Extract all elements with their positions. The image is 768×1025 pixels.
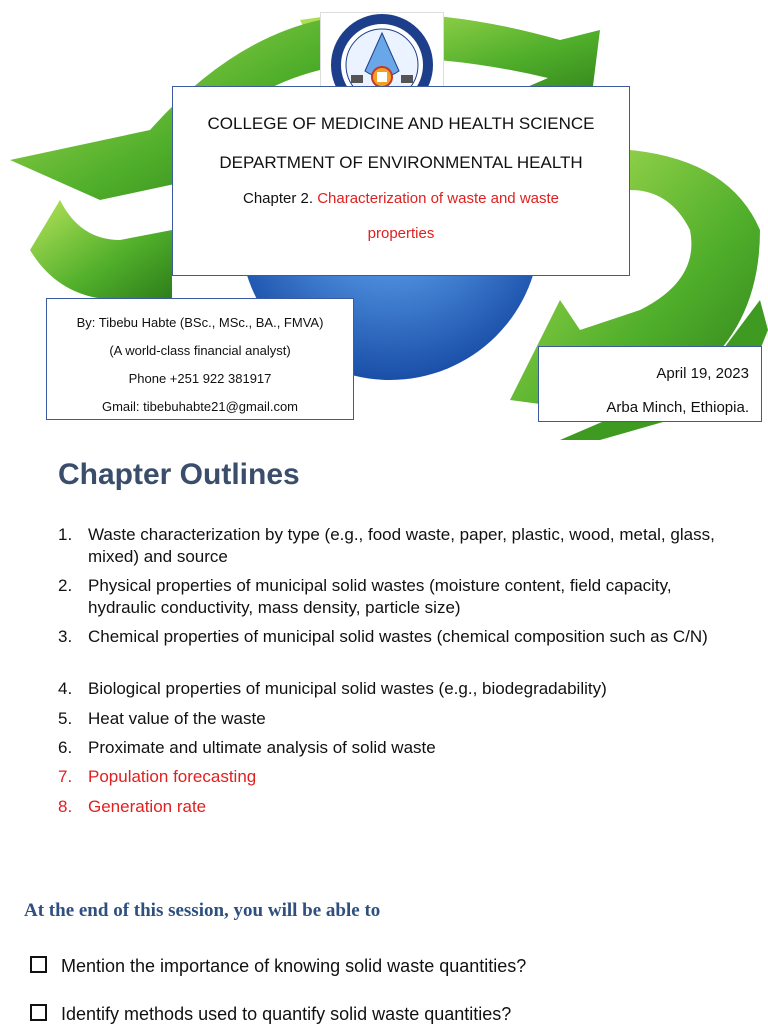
chapter-title-line1: Characterization of waste and waste xyxy=(317,190,559,207)
chapter-prefix: Chapter 2. xyxy=(242,190,314,207)
objective-text: Identify methods used to quantify solid waste quantities? xyxy=(61,1004,512,1024)
checkbox-icon xyxy=(30,1004,47,1021)
objective-item xyxy=(30,956,750,977)
author-name: By: Tibebu Habte (BSc., MSc., BA., FMVA) xyxy=(76,315,324,330)
outline-title: Chapter Outlines xyxy=(58,458,300,491)
cover-section xyxy=(0,0,768,440)
author-box xyxy=(46,298,354,420)
objective-text: Mention the importance of knowing solid waste quantities? xyxy=(61,956,527,976)
presentation-date: April 19, 2023 xyxy=(656,365,749,382)
chapter-title-line2: properties xyxy=(367,225,435,242)
department-name: DEPARTMENT OF ENVIRONMENTAL HEALTH xyxy=(219,153,583,172)
chapter-heading xyxy=(173,190,629,207)
title-box xyxy=(172,86,630,276)
author-phone: Phone +251 922 381917 xyxy=(128,371,272,386)
checkbox-icon xyxy=(30,956,47,973)
date-box xyxy=(538,346,762,422)
objective-item xyxy=(30,1004,750,1025)
presentation-place: Arba Minch, Ethiopia. xyxy=(606,399,749,416)
author-email: Gmail: tibebuhabte21@gmail.com xyxy=(101,399,298,414)
college-name: COLLEGE OF MEDICINE AND HEALTH SCIENCE xyxy=(207,114,595,133)
session-heading: At the end of this session, you will be able to xyxy=(24,900,381,921)
author-title: (A world-class financial analyst) xyxy=(109,343,291,358)
